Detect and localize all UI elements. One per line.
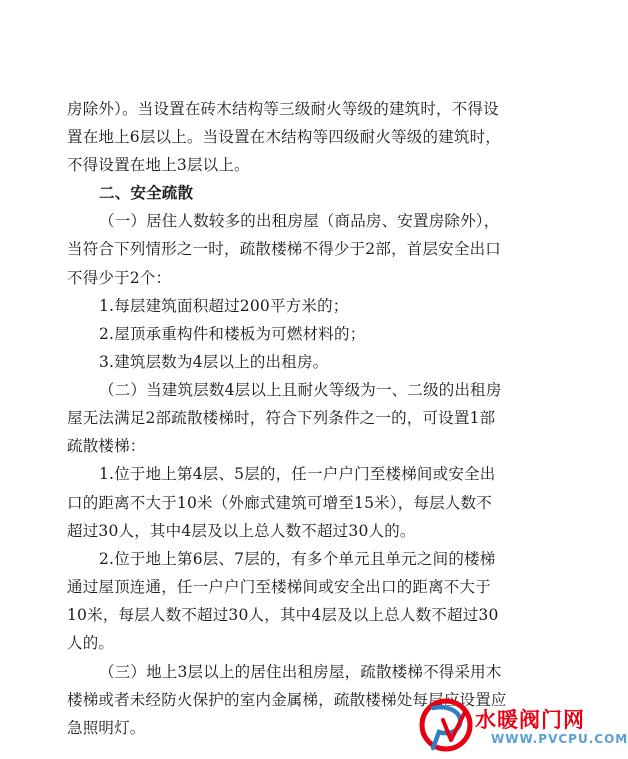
text-line: 人的。 [67, 634, 115, 652]
list-item: 1.位于地上第4层、5层的，任一户户门至楼梯间或安全出 [99, 465, 496, 483]
text-line: 超过30人，其中4层及以上总人数不超过30人的。 [67, 522, 416, 540]
text-line: 不得少于2个： [67, 269, 172, 287]
text-line: 口的距离不大于10米（外廊式建筑可增至15米），每层人数不 [67, 494, 492, 512]
text-line: 通过屋顶连通，任一户户门至楼梯间或安全出口的距离不大于 [67, 578, 491, 596]
pv-logo-icon [419, 698, 473, 752]
text-line: 楼梯或者未经防火保护的室内金属梯，疏散楼梯处每层应设置应 [67, 691, 507, 709]
site-watermark [415, 690, 628, 759]
text-line: 急照明灯。 [67, 719, 146, 737]
watermark-url: WWW.PVCPU.COM [491, 732, 628, 746]
text-line: 置在地上6层以上。当设置在木结构等四级耐火等级的建筑时， [67, 128, 501, 146]
list-item: 3.建筑层数为4层以上的出租房。 [99, 353, 329, 371]
watermark-title: 水暖阀门网 [475, 708, 585, 732]
list-item: 2.位于地上第6层、7层的，有多个单元且单元之间的楼梯 [99, 550, 496, 568]
text-line: 10米，每层人数不超过30人，其中4层及以上总人数不超过30 [67, 606, 499, 624]
list-item: 2.屋顶承重构件和楼板为可燃材料的； [99, 325, 366, 343]
text-line: （三）地上3层以上的居住出租房屋，疏散楼梯不得采用木 [99, 663, 502, 681]
text-line: 房除外）。当设置在砖木结构等三级耐火等级的建筑时，不得设 [67, 100, 499, 118]
text-line: 屋无法满足2部疏散楼梯时，符合下列条件之一的，可设置1部 [67, 409, 496, 427]
list-item: 1.每层建筑面积超过200平方米的； [99, 297, 349, 315]
section-heading: 二、安全疏散 [99, 184, 194, 202]
text-line: 不得设置在地上3层以上。 [67, 156, 250, 174]
text-line: 当符合下列情形之一时，疏散楼梯不得少于2部，首层安全出口 [67, 240, 501, 258]
text-line: （一）居住人数较多的出租房屋（商品房、安置房除外）， [99, 212, 500, 230]
text-line: 疏散楼梯： [67, 437, 146, 455]
text-line: （二）当建筑层数4层以上且耐火等级为一、二级的出租房 [99, 381, 502, 399]
